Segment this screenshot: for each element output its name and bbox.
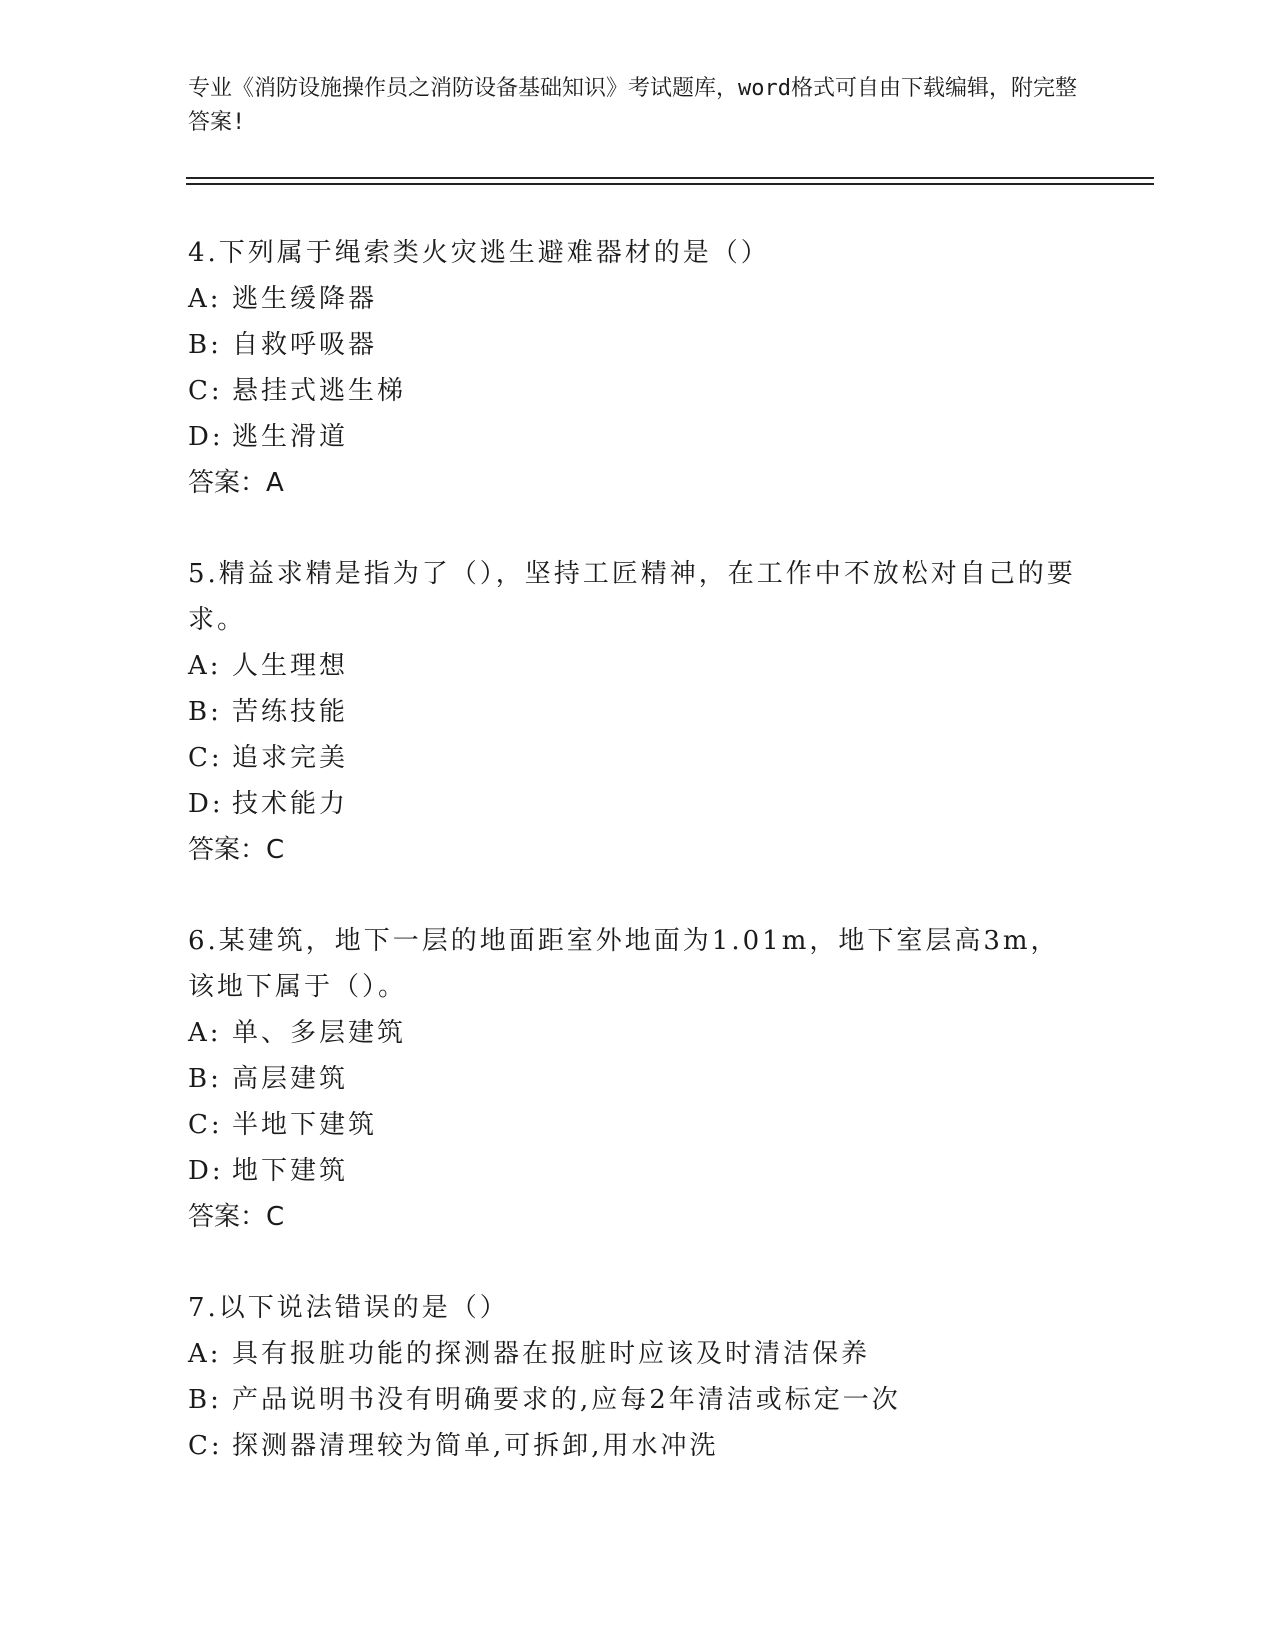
header-divider-bottom	[186, 183, 1154, 185]
option-key: B:	[188, 1385, 222, 1415]
question-stem: 7.以下说法错误的是（）	[188, 1293, 509, 1323]
option-key: A:	[188, 284, 222, 314]
answer-line: 答案：C	[188, 1202, 285, 1232]
option-text: 苦练技能	[232, 697, 349, 727]
question-list	[188, 230, 1088, 1469]
question-stem: 5.精益求精是指为了（），坚持工匠精神，在工作中不放松对自己的要求。	[188, 559, 1076, 635]
option-key: C:	[188, 376, 223, 406]
option-a	[188, 276, 1088, 322]
option-text: 悬挂式逃生梯	[232, 376, 407, 406]
option-b	[188, 1056, 1088, 1102]
option-c	[188, 735, 1088, 781]
option-text: 人生理想	[232, 651, 349, 681]
document-header	[188, 72, 1078, 140]
option-key: A:	[188, 1018, 222, 1048]
option-d	[188, 1148, 1088, 1194]
option-b	[188, 689, 1088, 735]
option-key: C:	[188, 743, 223, 773]
option-text: 产品说明书没有明确要求的,应每2年清洁或标定一次	[232, 1385, 901, 1415]
option-text: 地下建筑	[232, 1156, 349, 1186]
option-a	[188, 1331, 1088, 1377]
question-6	[188, 918, 1088, 1240]
option-c	[188, 368, 1088, 414]
option-key: C:	[188, 1110, 223, 1140]
option-b	[188, 322, 1088, 368]
spacer	[188, 506, 1088, 551]
question-7	[188, 1285, 1088, 1469]
option-text: 逃生滑道	[232, 422, 349, 452]
header-text: 专业《消防设施操作员之消防设备基础知识》考试题库，word格式可自由下载编辑，附完整答案!	[188, 76, 1077, 135]
option-d	[188, 414, 1088, 460]
option-key: D:	[188, 1156, 224, 1186]
answer-line: 答案：C	[188, 835, 285, 865]
option-key: B:	[188, 697, 222, 727]
option-a	[188, 1010, 1088, 1056]
option-d	[188, 781, 1088, 827]
option-key: C:	[188, 1431, 223, 1461]
option-c	[188, 1102, 1088, 1148]
option-key: B:	[188, 1064, 222, 1094]
option-text: 半地下建筑	[232, 1110, 378, 1140]
option-c	[188, 1423, 1088, 1469]
option-text: 探测器清理较为简单,可拆卸,用水冲洗	[232, 1431, 719, 1461]
spacer	[188, 1240, 1088, 1285]
option-text: 逃生缓降器	[232, 284, 378, 314]
question-stem: 6.某建筑，地下一层的地面距室外地面为1.01m，地下室层高3m，该地下属于（）。	[188, 926, 1060, 1002]
question-stem: 4.下列属于绳索类火灾逃生避难器材的是（）	[188, 238, 770, 268]
header-divider-top	[186, 177, 1154, 179]
option-key: D:	[188, 422, 224, 452]
option-text: 具有报脏功能的探测器在报脏时应该及时清洁保养	[232, 1339, 871, 1369]
option-text: 高层建筑	[232, 1064, 349, 1094]
option-text: 技术能力	[232, 789, 349, 819]
spacer	[188, 873, 1088, 918]
option-text: 自救呼吸器	[232, 330, 378, 360]
option-a	[188, 643, 1088, 689]
option-key: A:	[188, 651, 222, 681]
option-key: D:	[188, 789, 224, 819]
option-text: 追求完美	[232, 743, 349, 773]
answer-line: 答案：A	[188, 468, 284, 498]
option-text: 单、多层建筑	[232, 1018, 407, 1048]
question-4	[188, 230, 1088, 506]
option-key: A:	[188, 1339, 222, 1369]
option-key: B:	[188, 330, 222, 360]
question-5	[188, 551, 1088, 873]
option-b	[188, 1377, 1088, 1423]
